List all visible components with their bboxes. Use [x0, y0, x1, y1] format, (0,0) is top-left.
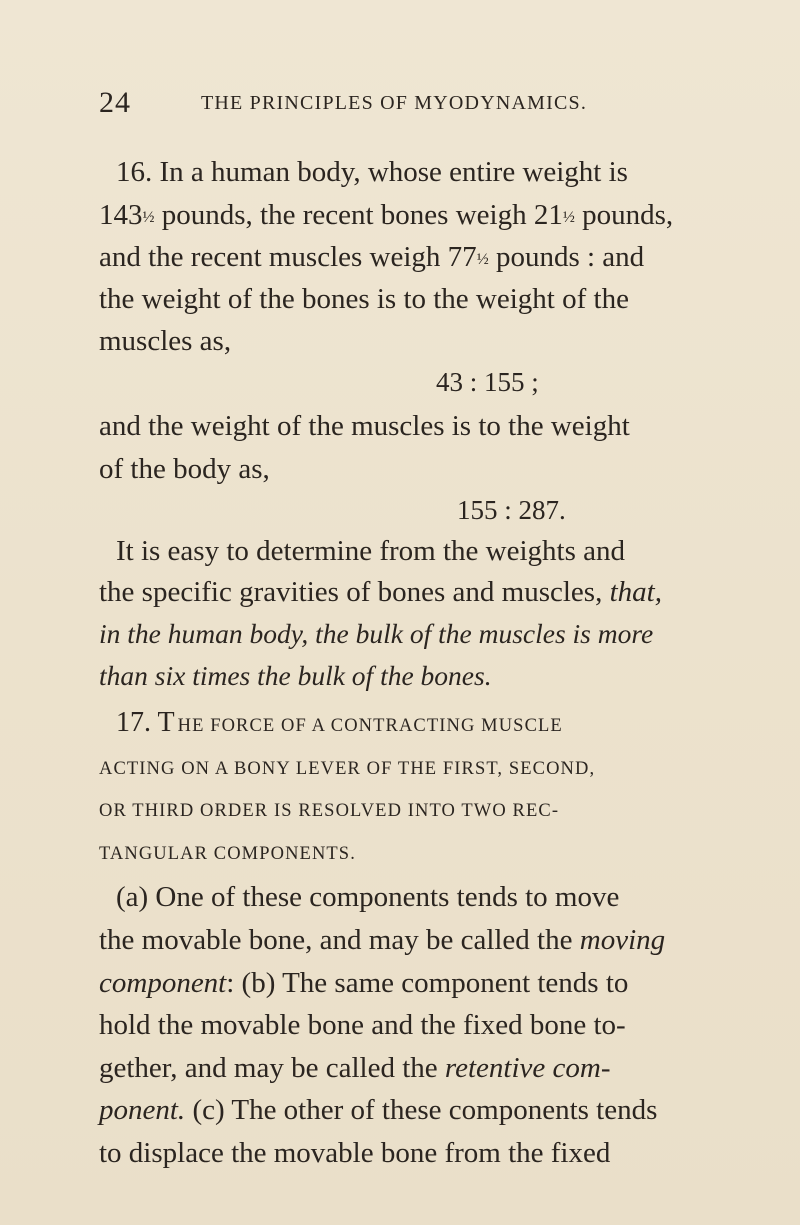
ratio: 43 : 155 ;	[436, 367, 539, 397]
italic-span: retentive com-	[444, 1052, 611, 1084]
text-span: the movable bone, and may be called the	[99, 924, 580, 956]
paragraph-line	[99, 327, 231, 356]
italic-span: that,	[609, 576, 662, 608]
fraction: ½	[476, 251, 489, 268]
italic-span: than six times the bulk of the bones.	[99, 660, 492, 691]
running-title: THE PRINCIPLES OF MYODYNAMICS.	[201, 92, 588, 114]
text-span: pounds : and	[488, 241, 645, 273]
paragraph-line	[99, 412, 630, 441]
paragraph-line	[99, 926, 665, 955]
paragraph-line	[99, 1096, 657, 1125]
text-span: to displace the movable bone from the fixed	[99, 1137, 611, 1169]
paragraph-line	[116, 883, 619, 912]
small-caps-span: OR THIRD ORDER IS RESOLVED INTO TWO REC-	[99, 801, 560, 821]
italic-span: moving	[579, 924, 666, 956]
paragraph-line	[99, 243, 644, 272]
paragraph-line	[116, 537, 625, 566]
page-header	[99, 86, 749, 126]
paragraph-line	[99, 285, 629, 314]
small-caps-span: ACTING ON A BONY LEVER OF THE FIRST, SECOND,	[99, 759, 596, 779]
small-caps-span: TANGULAR COMPONENTS.	[99, 844, 356, 864]
paragraph-line	[99, 620, 653, 648]
paragraph-line	[99, 455, 270, 484]
paragraph-line	[99, 969, 628, 998]
paragraph-line	[116, 158, 628, 187]
text-span: the weight of the bones is to the weight of the	[99, 283, 629, 315]
italic-span: in the human body, the bulk of the muscles is more	[99, 618, 654, 649]
paragraph-line	[99, 1054, 610, 1083]
paragraph-line	[99, 662, 492, 690]
text-span: hold the movable bone and the fixed bone to-	[99, 1009, 626, 1041]
paragraph-line	[99, 1139, 610, 1168]
italic-span: ponent.	[99, 1094, 186, 1126]
ratio-line	[436, 369, 539, 396]
section-heading-line	[99, 760, 595, 779]
text-span: : (b) The same component tends to	[226, 967, 629, 999]
paragraph-line	[99, 578, 662, 607]
text-span: 17. T	[116, 707, 175, 738]
fraction: ½	[562, 209, 575, 226]
fraction: ½	[142, 209, 155, 226]
text-span: It is easy to determine from the weights and	[116, 535, 625, 567]
text-span: of the body as,	[99, 453, 270, 485]
text-span: 16. In a human body, whose entire weight is	[116, 156, 628, 188]
paragraph-line	[99, 201, 673, 230]
small-caps-span: HE FORCE OF A CONTRACTING MUSCLE	[177, 716, 563, 736]
section-heading-line	[99, 845, 356, 864]
section-heading-line	[99, 802, 559, 821]
section-heading-line	[116, 708, 563, 737]
ratio: 155 : 287.	[457, 495, 566, 525]
text-span: muscles as,	[99, 325, 232, 357]
text-span: gether, and may be called the	[99, 1052, 445, 1084]
text-span: pounds,	[574, 199, 674, 231]
text-span: 143	[99, 199, 143, 231]
italic-span: component	[99, 967, 227, 999]
text-span: pounds, the recent bones weigh 21	[154, 199, 563, 231]
text-span: (a) One of these components tends to move	[116, 881, 620, 913]
paragraph-line	[99, 1011, 626, 1040]
page-number: 24	[99, 86, 131, 119]
text-span: the specific gravities of bones and muscles,	[99, 576, 610, 608]
text-span: and the weight of the muscles is to the weight	[99, 410, 630, 442]
text-span: (c) The other of these components tends	[185, 1094, 658, 1126]
text-span: and the recent muscles weigh 77	[99, 241, 477, 273]
ratio-line	[457, 497, 566, 524]
